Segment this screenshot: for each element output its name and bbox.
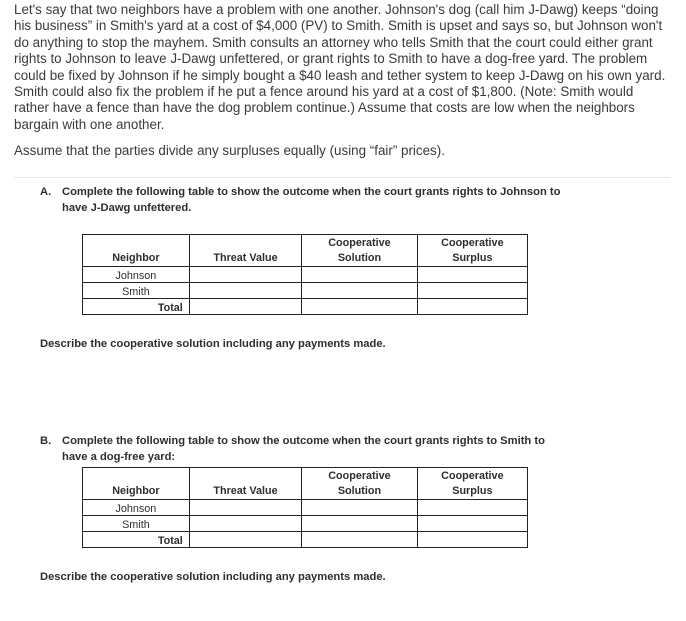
row-label-total: Total <box>83 299 190 315</box>
header-threat-value: Threat Value <box>189 468 301 500</box>
row-label-total: Total <box>83 532 190 548</box>
header-cooperative-solution: Cooperative Solution <box>302 235 418 267</box>
cell-input[interactable] <box>302 299 418 315</box>
cell-input[interactable] <box>417 516 527 532</box>
row-label-smith: Smith <box>83 283 190 299</box>
table-row-smith <box>83 283 528 299</box>
cell-input[interactable] <box>302 267 418 283</box>
cell-input[interactable] <box>189 532 301 548</box>
header-threat-value: Threat Value <box>189 235 301 267</box>
cell-input[interactable] <box>189 299 301 315</box>
cell-input[interactable] <box>417 283 527 299</box>
row-label-johnson: Johnson <box>83 267 190 283</box>
header-cooperative-surplus: Cooperative Surplus <box>417 468 527 500</box>
part-b-describe-prompt: Describe the cooperative solution including any payments made. <box>40 571 386 583</box>
cell-input[interactable] <box>302 283 418 299</box>
header-cooperative-surplus: Cooperative Surplus <box>417 235 527 267</box>
part-b-line1: Complete the following table to show the outcome when the court grants rights to Smith to <box>62 435 545 447</box>
table-header-row <box>83 468 528 500</box>
header-cooperative-solution: Cooperative Solution <box>302 468 418 500</box>
part-a-instructions <box>40 185 600 216</box>
part-b-instructions <box>40 434 600 465</box>
cell-input[interactable] <box>417 500 527 516</box>
cell-input[interactable] <box>189 267 301 283</box>
table-row-total <box>83 299 528 315</box>
header-neighbor: Neighbor <box>83 468 190 500</box>
part-a-line2: have J-Dawg unfettered. <box>62 201 192 214</box>
row-label-johnson: Johnson <box>83 500 190 516</box>
cell-input[interactable] <box>417 299 527 315</box>
table-header-row <box>83 235 528 267</box>
cell-input[interactable] <box>302 532 418 548</box>
part-b-letter: B. <box>40 435 52 447</box>
part-a-line1: Complete the following table to show the outcome when the court grants rights to Johnson to <box>62 186 561 198</box>
cell-input[interactable] <box>417 532 527 548</box>
assumption-text: Assume that the parties divide any surpluses equally (using “fair” prices). <box>14 143 445 158</box>
part-a-table <box>82 234 528 315</box>
row-label-smith: Smith <box>83 516 190 532</box>
table-row-johnson <box>83 500 528 516</box>
part-b-table <box>82 467 528 548</box>
cell-input[interactable] <box>189 516 301 532</box>
part-a-describe-prompt: Describe the cooperative solution including any payments made. <box>40 338 386 350</box>
header-neighbor: Neighbor <box>83 235 190 267</box>
cell-input[interactable] <box>189 500 301 516</box>
table-row-johnson <box>83 267 528 283</box>
section-divider <box>14 177 670 178</box>
part-b-line2: have a dog-free yard: <box>62 450 176 463</box>
table-row-smith <box>83 516 528 532</box>
cell-input[interactable] <box>302 516 418 532</box>
table-row-total <box>83 532 528 548</box>
part-a-letter: A. <box>40 186 52 198</box>
cell-input[interactable] <box>302 500 418 516</box>
cell-input[interactable] <box>189 283 301 299</box>
cell-input[interactable] <box>417 267 527 283</box>
problem-statement: Let's say that two neighbors have a problem with one another. Johnson's dog (call him J-Dawg) keeps “doing his business” in Smith's yard at a cost of $4,000 (PV) to Smith. Smith is upset and says so, but Johnson won't do anything to stop the mayhem. Smith consults an attorney who tells Smith that the court could either grant rights to Johnson to leave J-Dawg unfettered, or grant rights to Smith to have a dog-free yard. The problem could be fixed by Johnson if he simply bought a $40 leash and tether system to keep J-Dawg on his own yard. Smith could also fix the problem if he put a fence around his yard at a cost of $1,800. (Note: Smith would rather have a fence than have the dog problem continue.) Assume that costs are low when the neighbors bargain with one another. <box>14 2 666 132</box>
